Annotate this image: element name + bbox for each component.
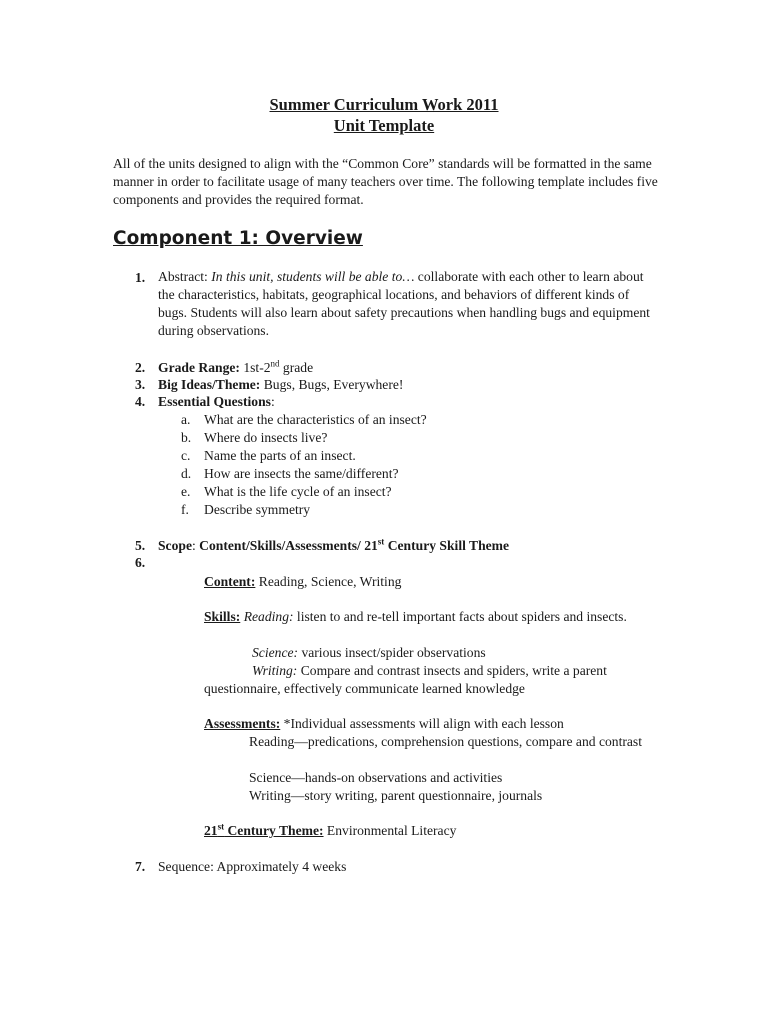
question-letter: a.: [181, 412, 191, 427]
question-text: Where do insects live?: [204, 430, 328, 445]
abstract-intro: In this unit, students will be able to…: [211, 269, 415, 284]
item-number: 4.: [135, 394, 146, 409]
intro-paragraph: All of the units designed to align with the “Common Core” standards will be formatted in the same manner in order to facilitate usage of many teachers over time. The following template includes five components and provides the required format.: [113, 156, 658, 207]
century-theme-line: [204, 822, 456, 840]
skills-label: Skills:: [204, 609, 241, 624]
big-ideas-value: Bugs, Bugs, Everywhere!: [260, 377, 404, 392]
question-letter: d.: [181, 466, 192, 481]
document-title: Summer Curriculum Work 2011: [269, 95, 499, 114]
assessments-label: Assessments:: [204, 716, 281, 731]
assessments-line: [204, 715, 564, 733]
grade-range-pre: 1st-2: [239, 360, 271, 375]
question-text: What are the characteristics of an insect?: [204, 412, 427, 427]
essential-questions-heading: Essential Questions:: [158, 394, 275, 409]
abstract-text: collaborate with each other to learn about the characteristics, habitats, geographical locations, and behaviors of different kinds of bugs. Students will also learn about safety precautions when handling bugs and equipment during observations.: [158, 269, 650, 338]
question-text: Name the parts of an insect.: [204, 448, 356, 463]
question-letter: e.: [181, 484, 191, 499]
big-ideas: [158, 376, 403, 394]
item-number: 1.: [135, 270, 146, 285]
abstract-label: Abstract:: [158, 269, 208, 284]
skills-writing: [204, 662, 664, 698]
question-text: How are insects the same/different?: [204, 466, 399, 481]
skills-reading: [204, 608, 644, 626]
science-label: Science:: [252, 645, 299, 660]
sequence-label: Sequence:: [158, 859, 214, 874]
sequence-value: Approximately 4 weeks: [213, 859, 347, 874]
sequence-line: [158, 858, 346, 876]
big-ideas-label: Big Ideas/Theme:: [158, 377, 261, 392]
scope-pre: Content/Skills/Assessments/ 21: [195, 538, 378, 553]
question-letter: b.: [181, 430, 192, 445]
scope-line: Scope: Content/Skills/Assessments/ 21st Century Skill Theme: [158, 536, 510, 553]
scope-label: Scope: [158, 538, 192, 553]
question-letter: f.: [181, 502, 189, 517]
question-text: Describe symmetry: [204, 502, 311, 517]
content-value: Reading, Science, Writing: [255, 574, 402, 589]
assessment-reading: Reading—predications, comprehension questions, compare and contrast: [249, 734, 642, 749]
item-number: 7.: [135, 859, 146, 874]
item-number: 5.: [135, 538, 146, 553]
writing-label: Writing:: [252, 663, 298, 678]
item-number: 2.: [135, 360, 146, 375]
scope-sup: st: [377, 536, 385, 547]
abstract-paragraph: [158, 268, 658, 340]
grade-range-sup: nd: [270, 358, 280, 369]
component-heading: Component 1: Overview: [113, 228, 363, 249]
item-number: 6.: [135, 555, 146, 570]
writing-text: Compare and contrast insects and spiders, write a parent questionnaire, effectively communicate learned knowledge: [204, 663, 607, 696]
assessment-science: Science—hands-on observations and activities: [249, 770, 503, 785]
reading-text: listen to and re-tell important facts about spiders and insects.: [293, 609, 627, 624]
scope-post: Century Skill Theme: [384, 538, 510, 553]
document-subtitle: Unit Template: [333, 116, 435, 135]
century-theme-label: 21st Century Theme:: [204, 821, 324, 838]
assessments-value: *Individual assessments will align with each lesson: [280, 716, 564, 731]
reading-label: Reading:: [243, 609, 294, 624]
essential-questions-label: Essential Questions: [158, 394, 271, 409]
item-number: 3.: [135, 377, 146, 392]
question-letter: c.: [181, 448, 191, 463]
grade-range-label: Grade Range:: [158, 360, 240, 375]
question-text: What is the life cycle of an insect?: [204, 484, 392, 499]
grade-range: [158, 359, 313, 377]
science-text: various insect/spider observations: [298, 645, 486, 660]
century-theme-value: Environmental Literacy: [323, 823, 457, 838]
content-line: [204, 573, 401, 591]
content-label: Content:: [204, 574, 256, 589]
skills-science: [252, 644, 486, 662]
grade-range-post: grade: [279, 360, 314, 375]
assessment-writing: Writing—story writing, parent questionnaire, journals: [249, 788, 543, 803]
